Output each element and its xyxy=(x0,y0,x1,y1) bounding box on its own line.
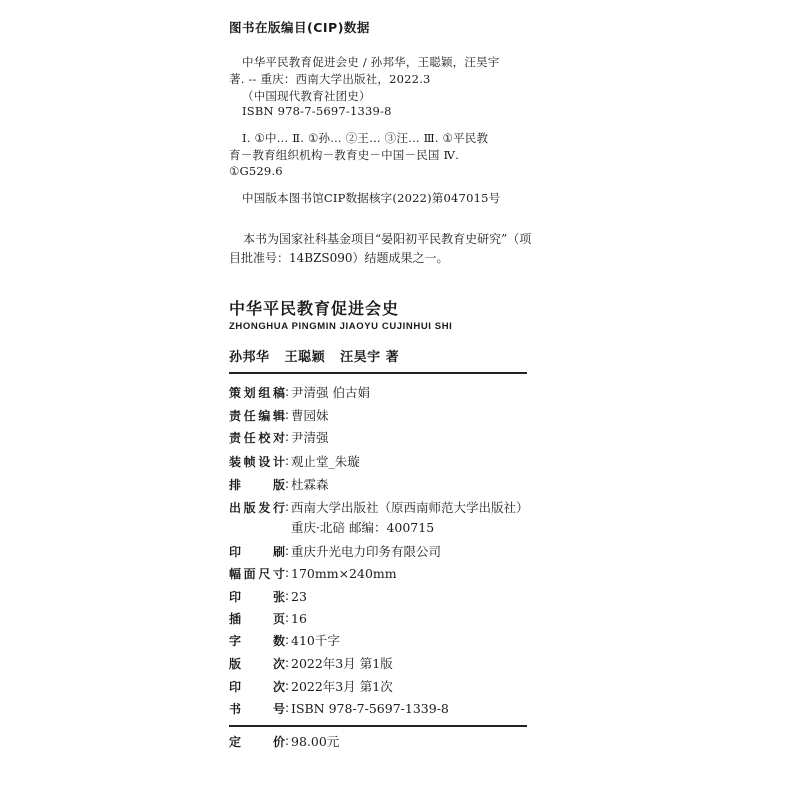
price-colon: : xyxy=(285,734,290,748)
info-row xyxy=(229,697,449,719)
info-label-char: 任 xyxy=(243,430,256,445)
info-value: 2022年3月 第1版 xyxy=(291,656,393,671)
info-label-char: 次 xyxy=(272,679,285,694)
info-colon: : xyxy=(285,544,290,558)
info-colon: : xyxy=(285,477,290,491)
info-label-char: 帧 xyxy=(243,454,256,469)
price-value: 98.00元 xyxy=(291,734,340,749)
info-label xyxy=(229,429,285,446)
info-label-char: 计 xyxy=(272,454,285,469)
info-label xyxy=(229,384,285,401)
info-row xyxy=(229,381,370,403)
info-label xyxy=(229,476,285,493)
info-row xyxy=(229,473,329,495)
info-label xyxy=(229,632,285,649)
info-label-char: 数 xyxy=(272,633,285,648)
info-label-char: 行 xyxy=(272,500,285,515)
info-value: 杜霖森 xyxy=(291,477,329,492)
info-colon: : xyxy=(285,430,290,444)
info-colon: : xyxy=(285,566,290,580)
info-label-char: 编 xyxy=(258,408,271,423)
info-label-char: 刷 xyxy=(272,544,285,559)
info-label-char: 设 xyxy=(258,454,271,469)
info-label-char: 责 xyxy=(229,430,242,445)
info-label-char: 面 xyxy=(243,566,256,581)
cip-classification-1: Ⅰ. ①中… Ⅱ. ①孙… ②王… ③汪… Ⅲ. ①平民教 xyxy=(242,131,489,145)
publisher-address: 重庆·北碚 邮编：400715 xyxy=(291,520,435,535)
info-label-char: 张 xyxy=(272,589,285,604)
info-label-char: 稿 xyxy=(272,385,285,400)
cip-verification: 中国版本图书馆CIP数据核字(2022)第047015号 xyxy=(242,191,501,205)
info-row xyxy=(229,450,360,472)
info-label-char: 排 xyxy=(229,477,242,492)
info-label-char: 插 xyxy=(229,611,242,626)
info-value: 170mm×240mm xyxy=(291,565,397,581)
info-value: 重庆升光电力印务有限公司 xyxy=(291,544,442,559)
info-colon: : xyxy=(285,500,290,514)
info-value: 尹清强 xyxy=(291,430,329,445)
info-label xyxy=(229,499,285,516)
info-label-char: 责 xyxy=(229,408,242,423)
info-row xyxy=(229,652,393,674)
info-row xyxy=(229,675,393,697)
info-label xyxy=(229,565,285,582)
info-row xyxy=(229,426,329,448)
info-colon: : xyxy=(285,589,290,603)
info-label-char: 版 xyxy=(272,477,285,492)
info-value: 410千字 xyxy=(291,633,340,648)
info-value: ISBN 978-7-5697-1339-8 xyxy=(291,700,449,716)
price-label-char: 价 xyxy=(272,734,285,749)
info-label xyxy=(229,610,285,627)
info-label-char: 次 xyxy=(272,656,285,671)
cip-line-2: 著. -- 重庆：西南大学出版社，2022.3 xyxy=(229,72,431,86)
info-value: 2022年3月 第1次 xyxy=(291,679,393,694)
funding-note-line-1: 本书为国家社科基金项目“晏阳初平民教育史研究”（项 xyxy=(243,232,532,246)
info-label xyxy=(229,700,285,717)
info-label xyxy=(229,678,285,695)
info-label xyxy=(229,655,285,672)
info-value: 尹清强 伯古娟 xyxy=(291,385,370,400)
info-label-char: 策 xyxy=(229,385,242,400)
info-row xyxy=(229,562,397,584)
info-label-char: 组 xyxy=(258,385,271,400)
info-label xyxy=(229,407,285,424)
info-label-char: 页 xyxy=(272,611,285,626)
info-label-char: 幅 xyxy=(229,566,242,581)
info-label-char: 出 xyxy=(229,500,242,515)
info-label-char: 寸 xyxy=(272,566,285,581)
cip-line-1: 中华平民教育促进会史 / 孙邦华，王聪颖，汪昊宇 xyxy=(242,55,500,69)
info-label xyxy=(229,453,285,470)
info-value: 23 xyxy=(291,588,307,604)
divider-top xyxy=(229,372,527,374)
info-colon: : xyxy=(285,656,290,670)
info-label-char: 任 xyxy=(243,408,256,423)
info-value: 曹园妹 xyxy=(291,408,329,423)
info-row xyxy=(229,585,307,607)
info-colon: : xyxy=(285,385,290,399)
info-colon: : xyxy=(285,408,290,422)
info-row xyxy=(229,607,307,629)
cip-title: 图书在版编目(CIP)数据 xyxy=(229,20,370,35)
info-colon: : xyxy=(285,633,290,647)
info-label-char: 字 xyxy=(229,633,242,648)
price-label xyxy=(229,733,285,750)
info-label-char: 装 xyxy=(229,454,242,469)
info-label-char: 版 xyxy=(243,500,256,515)
info-label-char: 辑 xyxy=(272,408,285,423)
info-colon: : xyxy=(285,701,290,715)
cip-line-4: ISBN 978-7-5697-1339-8 xyxy=(242,104,392,118)
book-authors: 孙邦华 王聪颖 汪昊宇 著 xyxy=(229,350,400,365)
info-colon: : xyxy=(285,611,290,625)
info-value: 西南大学出版社（原西南师范大学出版社） xyxy=(291,500,529,515)
info-label-char: 版 xyxy=(229,656,242,671)
info-label xyxy=(229,543,285,560)
info-row xyxy=(229,496,529,518)
cip-line-3: （中国现代教育社团史） xyxy=(242,89,371,103)
info-label-char: 号 xyxy=(272,701,285,716)
info-row xyxy=(229,540,441,562)
cip-classification-3: ①G529.6 xyxy=(229,164,283,178)
info-label-char: 发 xyxy=(258,500,271,515)
book-pinyin: ZHONGHUA PINGMIN JIAOYU CUJINHUI SHI xyxy=(229,321,453,332)
divider-bottom xyxy=(229,725,527,727)
info-colon: : xyxy=(285,454,290,468)
info-label-char: 书 xyxy=(229,701,242,716)
info-label-char: 对 xyxy=(272,430,285,445)
info-row xyxy=(229,404,329,426)
price-row xyxy=(229,730,339,752)
info-label-char: 印 xyxy=(229,589,242,604)
info-value: 16 xyxy=(291,610,307,626)
info-label xyxy=(229,588,285,605)
info-label-char: 校 xyxy=(258,430,271,445)
info-label-char: 印 xyxy=(229,679,242,694)
info-label-char: 划 xyxy=(243,385,256,400)
info-row xyxy=(229,629,340,651)
info-label-char: 尺 xyxy=(258,566,271,581)
info-label-char: 印 xyxy=(229,544,242,559)
price-label-char: 定 xyxy=(229,734,242,749)
funding-note-line-2: 目批准号：14BZS090）结题成果之一。 xyxy=(229,251,449,265)
book-title: 中华平民教育促进会史 xyxy=(229,299,400,318)
cip-classification-2: 育－教育组织机构－教育史－中国－民国 Ⅳ. xyxy=(229,148,459,162)
info-colon: : xyxy=(285,679,290,693)
info-value: 观止堂_朱璇 xyxy=(291,454,360,469)
